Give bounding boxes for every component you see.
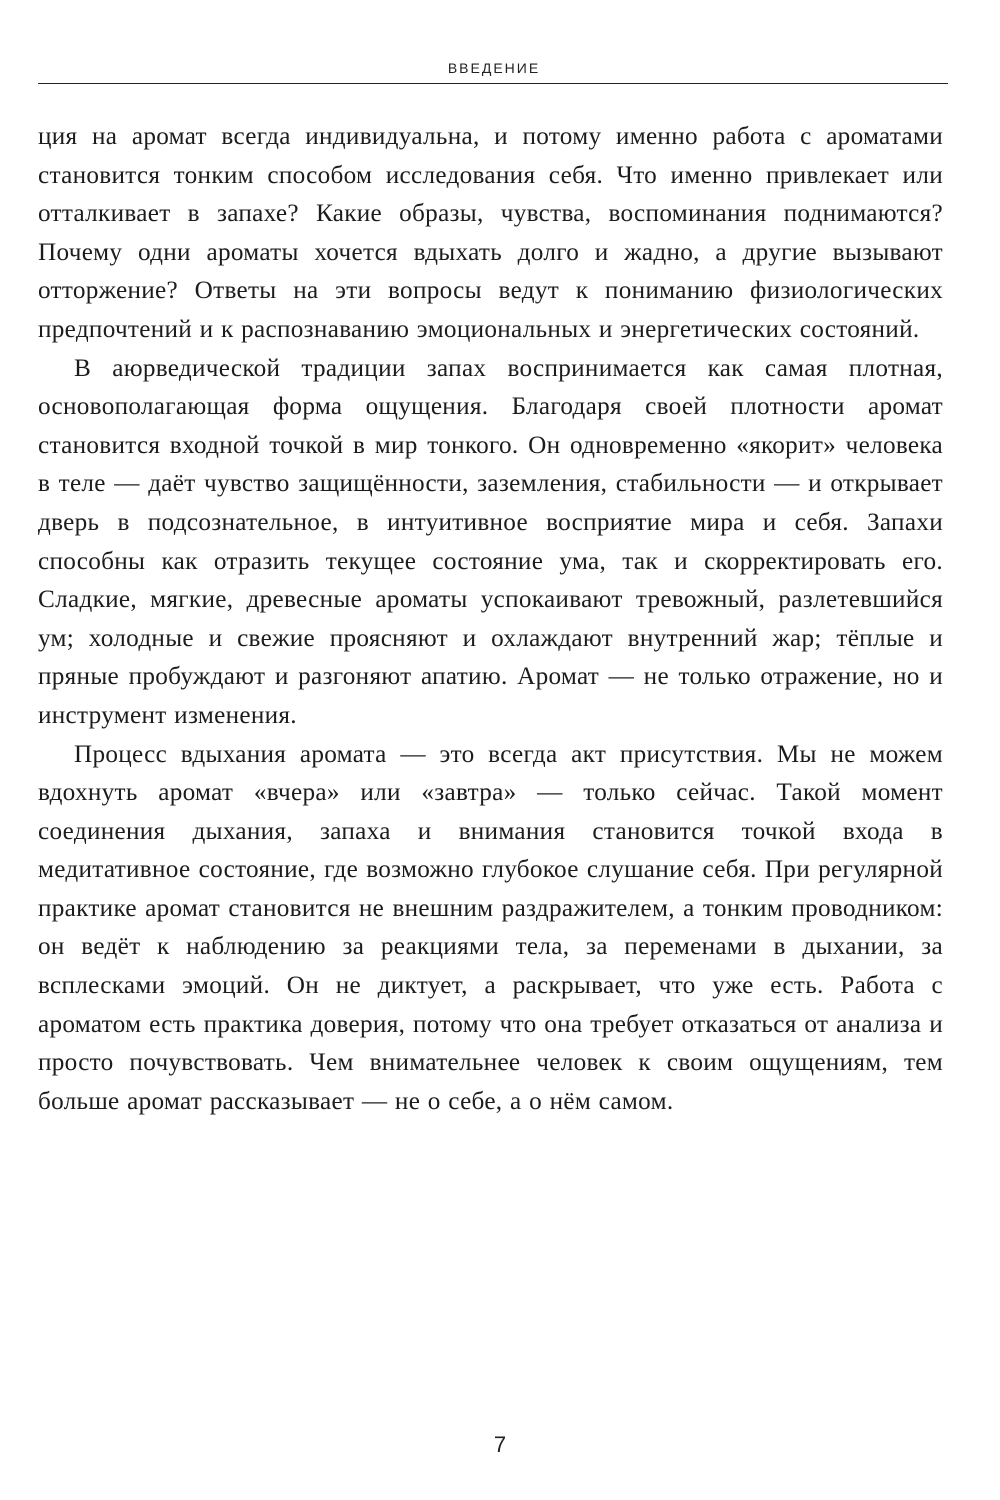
running-head: ВВЕДЕНИЕ [447,60,541,76]
body-text [38,118,943,1121]
paragraph: Процесс вдыхания аромата — это всегда акт присутствия. Мы не можем вдохнуть аромат «вчера» или «завтра» — только сейчас. Такой момент соединения дыхания, запаха и внимания становится точкой входа в медитативное состояние, где возможно глубокое слушание себя. При регулярной практике аромат становится не внешним раздражителем, а тонким проводником: он ведёт к наблюдению за реакциями тела, за переменами в дыхании, за всплесками эмоций. Он не диктует, а раскрывает, что уже есть. Работа с ароматом есть практика доверия, потому что она требует отказаться от анализа и просто почувствовать. Чем внимательнее человек к своим ощущениям, тем больше аромат рассказывает — не о себе, а о нём самом. [38,740,943,1115]
page-number: 7 [493,1432,507,1457]
header-rule [38,83,948,84]
paragraph-continued: ция на аромат всегда индивидуальна, и потому именно работа с ароматами становится тонким способом исследования себя. Что именно привлекает или отталкивает в запахе? Какие образы, чувства, воспоминания поднимаются? Почему одни ароматы хочется вдыхать долго и жадно, а другие вызывают отторжение? Ответы на эти вопросы ведут к пониманию физиологических предпочтений и к распознаванию эмоциональных и энергетических состояний. [38,123,943,343]
paragraph: В аюрведической традиции запах воспринимается как самая плотная, основополагающая форма ощущения. Благодаря своей плотности аромат становится входной точкой в мир тонкого. Он одновременно «якорит» человека в теле — даёт чувство защищённости, заземления, стабильности — и открывает дверь в подсознательное, в интуитивное восприятие мира и себя. Запахи способны как отразить текущее состояние ума, так и скорректировать его. Сладкие, мягкие, древесные ароматы успокаивают тревожный, разлетевшийся ум; холодные и свежие проясняют и охлаждают внутренний жар; тёплые и пряные пробуждают и разгоняют апатию. Аромат — не только отражение, но и инструмент изменения. [38,354,943,729]
